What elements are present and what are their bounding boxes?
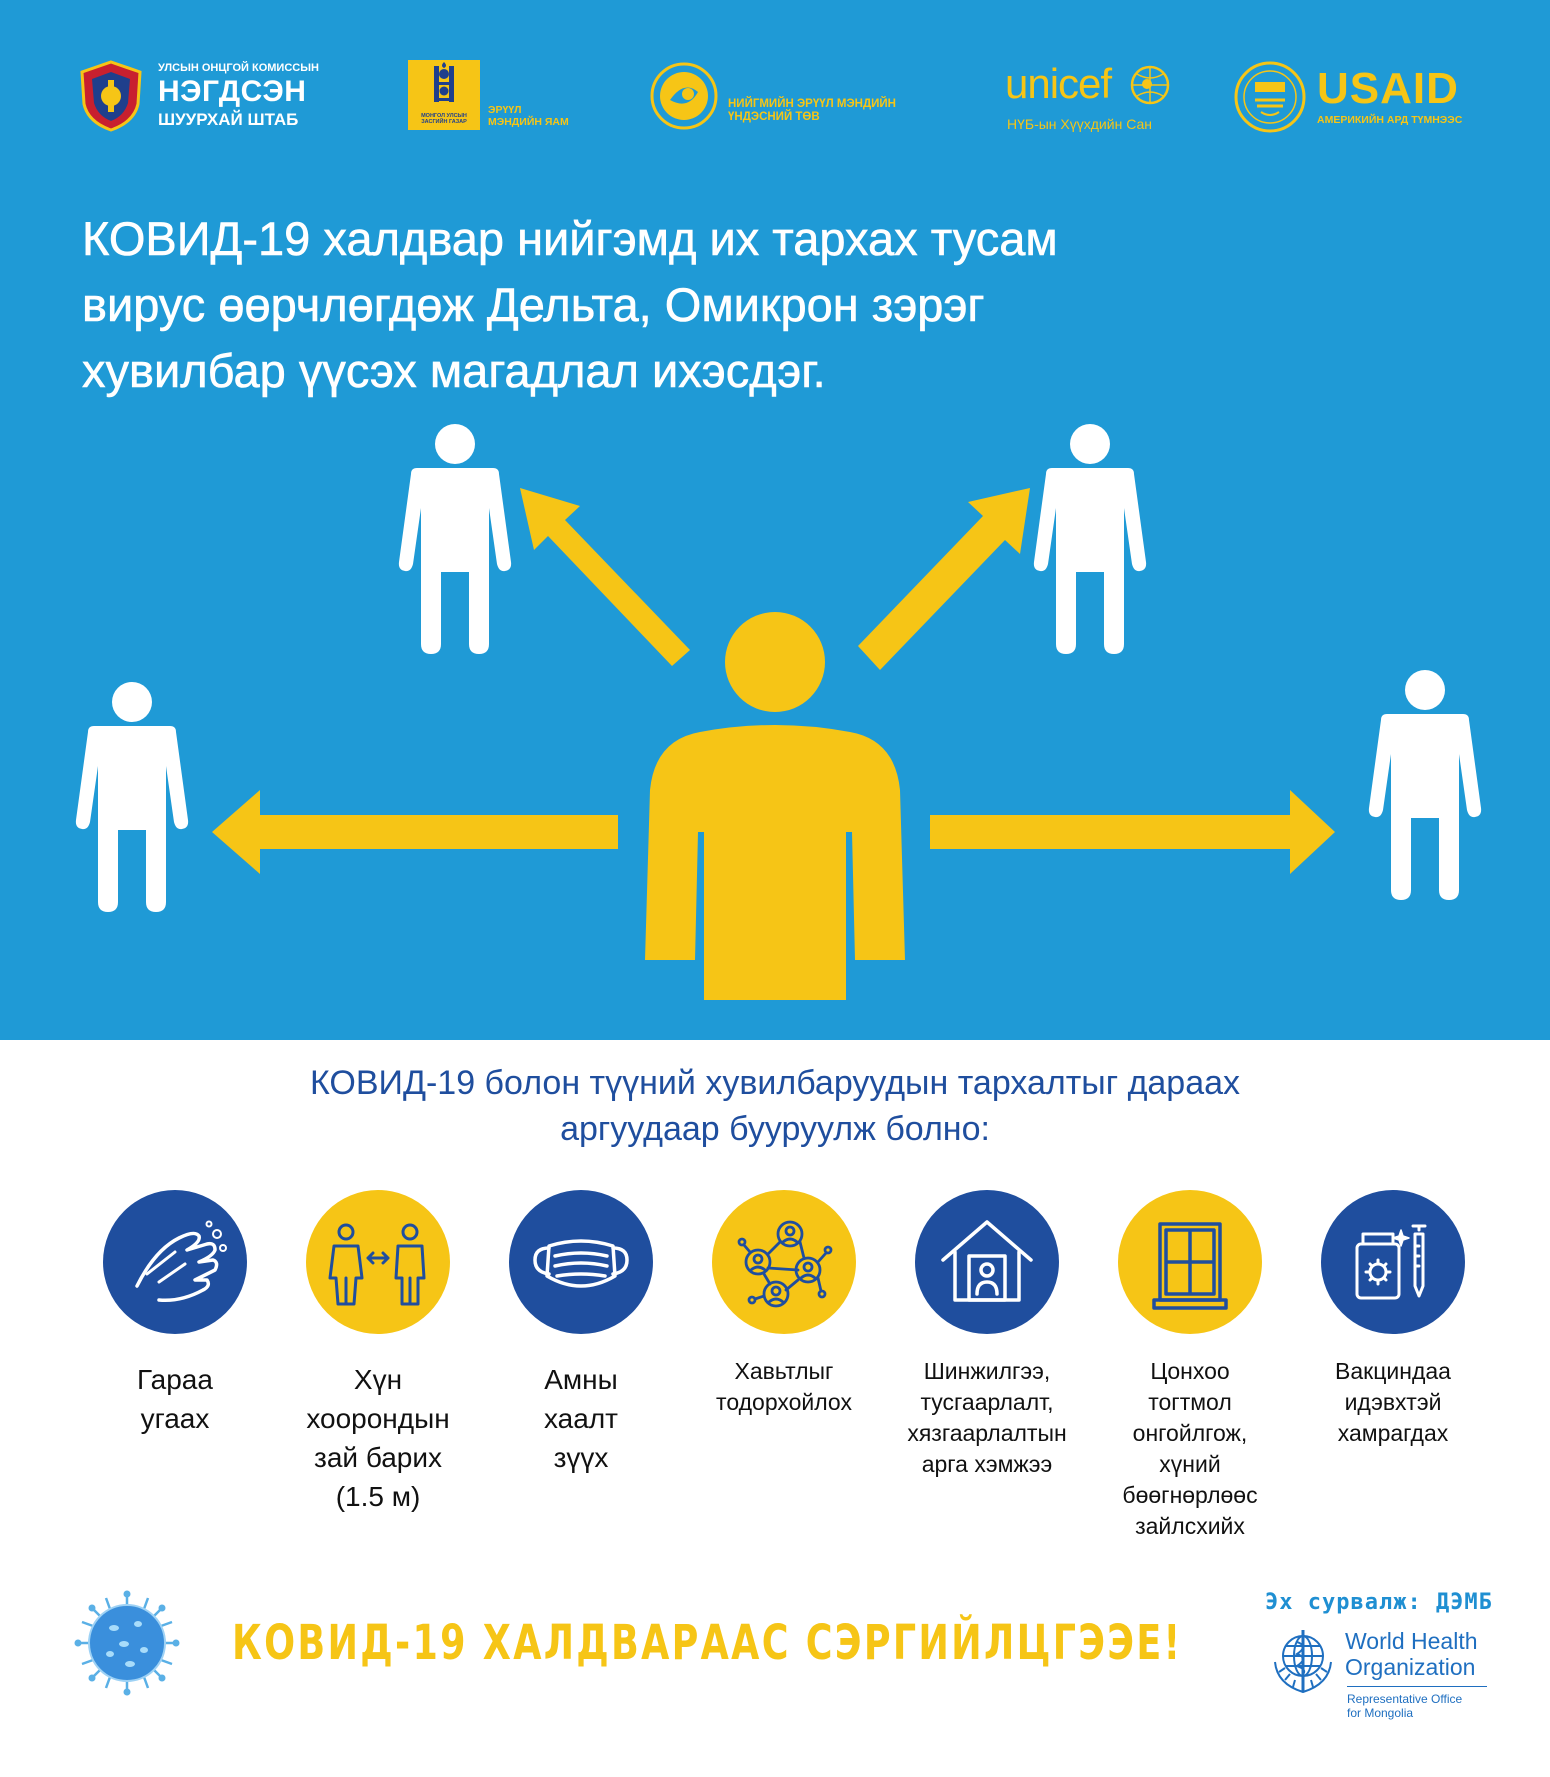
measure-hand-wash-label: Гараа угаах — [137, 1364, 213, 1434]
nemut-emblem-icon — [648, 60, 720, 132]
who-name-line1: World Health — [1345, 1628, 1478, 1654]
person-right-icon — [1369, 670, 1481, 900]
measure-vaccination-label: Вакциндаа идэвхтэй хамрагдах — [1335, 1358, 1451, 1446]
who-divider — [1347, 1686, 1487, 1687]
unicef-globe-icon — [1129, 64, 1171, 106]
arrow-up-left-icon — [520, 488, 690, 666]
logo-usaid — [1233, 60, 1483, 130]
who-emblem-icon — [1265, 1622, 1341, 1698]
usaid-subtitle: АМЕРИКИЙН АРД ТҮМНЭЭС — [1317, 114, 1463, 126]
central-person-icon — [645, 612, 905, 1000]
measures-title — [0, 1060, 1550, 1152]
unicef-subtitle: НҮБ-ын Хүүхдийн Сан — [1007, 116, 1152, 132]
ushtab-line3: ШУУРХАЙ ШТАБ — [158, 110, 299, 129]
arrow-left-icon — [212, 790, 618, 874]
measure-vaccination — [1303, 1190, 1483, 1449]
who-office-line1: Representative Office — [1347, 1692, 1463, 1706]
headline-line1: КОВИД-19 халдвар нийгэмд их тархах тусам — [82, 212, 1058, 265]
ushtab-line2: НЭГДСЭН — [158, 75, 307, 108]
coronavirus-icon — [72, 1588, 182, 1698]
logo-emergency-commission — [76, 60, 326, 132]
measure-distance — [288, 1190, 468, 1516]
measure-face-mask — [491, 1190, 671, 1477]
measures-title-line2: аргуудаар бууруулж болно: — [560, 1110, 990, 1148]
logo-ministry-of-health — [408, 60, 598, 130]
slogan: КОВИД-19 ХАЛДВАРААС СЭРГИЙЛЦГЭЭЕ! — [232, 1615, 1183, 1671]
window-icon — [1118, 1190, 1262, 1334]
soyombo-icon — [408, 60, 480, 108]
measures-title-line1: КОВИД-19 болон түүний хувилбаруудын тархалтыг дараах — [309, 1064, 1241, 1102]
who-name-line2: Organization — [1345, 1654, 1476, 1680]
home-isolation-icon — [915, 1190, 1059, 1334]
ushtab-line1: УЛСЫН ОНЦГОЙ КОМИССЫН — [158, 62, 319, 74]
measure-isolation-label: Шинжилгээ, тусгаарлалт, хязгаарлалтын арга хэмжээ — [907, 1358, 1067, 1477]
measure-ventilation-label: Цонхоо тогтмол онгойлгож, хүний бөөгнөрлөөс зайлсхийх — [1122, 1358, 1258, 1539]
headline-line3: хувилбар үүсэх магадлал ихэсдэг. — [82, 344, 826, 397]
face-mask-icon — [509, 1190, 653, 1334]
measure-isolation — [897, 1190, 1077, 1480]
logo-who — [1265, 1622, 1495, 1742]
headline-line2: вирус өөрчлөгдөж Дельта, Омикрон зэрэг — [82, 278, 985, 331]
headline — [82, 206, 1382, 404]
ministry-emblem-box — [408, 60, 480, 130]
ministry-box-text: МОНГОЛ УЛСЫН ЗАСГИЙН ГАЗАР — [421, 113, 467, 125]
arrow-up-right-icon — [858, 488, 1030, 670]
measure-face-mask-label: Амны хаалт зүүх — [544, 1364, 618, 1473]
distance-icon — [306, 1190, 450, 1334]
measure-hand-wash — [85, 1190, 265, 1438]
measure-contact-tracing-label: Хавьтлыг тодорхойлох — [716, 1358, 852, 1415]
person-left-icon — [76, 682, 188, 912]
measure-distance-label: Хүн хоорондын зай барих (1.5 м) — [306, 1364, 450, 1512]
spread-illustration — [0, 400, 1550, 1020]
who-office-line2: for Mongolia — [1347, 1706, 1414, 1720]
unicef-wordmark: unicef — [1005, 60, 1112, 107]
person-top-left-icon — [399, 424, 511, 654]
hand-wash-icon — [103, 1190, 247, 1334]
vaccine-icon — [1321, 1190, 1465, 1334]
arrow-right-icon — [930, 790, 1335, 874]
person-top-right-icon — [1034, 424, 1146, 654]
measure-ventilation — [1100, 1190, 1280, 1542]
shield-emblem-icon — [76, 60, 146, 132]
source-label: Эх сурвалж: ДЭМБ — [1265, 1590, 1493, 1615]
prevention-measures — [85, 1190, 1485, 1570]
usaid-wordmark: USAID — [1317, 64, 1459, 113]
ministry-name: ЭРҮҮЛ МЭНДИЙН ЯАМ — [488, 104, 569, 128]
contact-tracing-icon — [712, 1190, 856, 1334]
logo-public-health-center — [648, 58, 908, 134]
measure-contact-tracing — [694, 1190, 874, 1418]
public-health-center-name: НИЙГМИЙН ЭРҮҮЛ МЭНДИЙН ҮНДЭСНИЙ ТӨВ — [728, 98, 896, 123]
logo-unicef — [1005, 60, 1185, 140]
usaid-seal-icon — [1233, 60, 1307, 134]
